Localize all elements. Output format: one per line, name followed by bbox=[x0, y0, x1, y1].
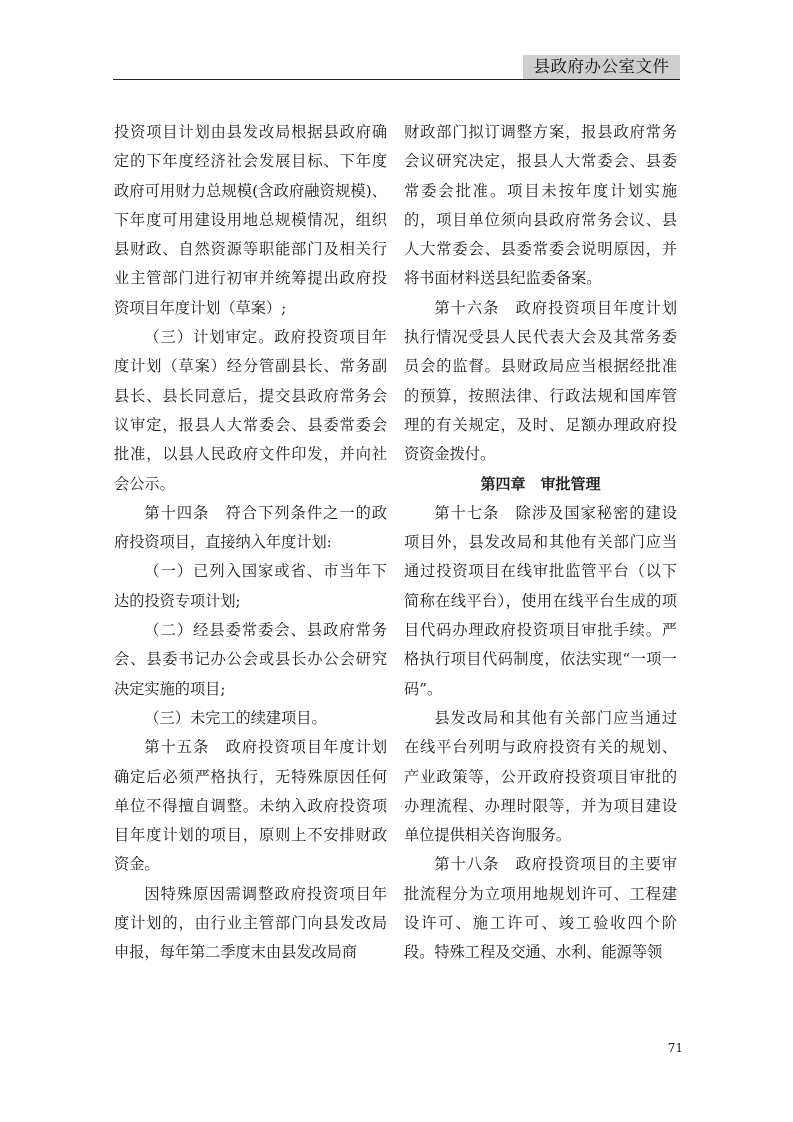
chapter-heading: 第四章 审批管理 bbox=[480, 474, 601, 493]
paragraph: 第十四条 符合下列条件之一的政府投资项目，直接纳入年度计划: bbox=[114, 503, 387, 552]
paragraph: 因特殊原因需调整政府投资项目年度计划的，由行业主管部门向县发改局申报，每年第二季度末由县发改局商 bbox=[114, 884, 387, 962]
left-column bbox=[114, 118, 387, 968]
paragraph: 县发改局和其他有关部门应当通过在线平台列明与政府投资有关的规划、产业政策等，公开政府投资项目审批的办理流程、办理时限等，并为项目建设单位提供相关咨询服务。 bbox=[404, 708, 677, 845]
header-rule bbox=[113, 79, 680, 80]
right-column bbox=[404, 118, 677, 968]
paragraph: 投资项目计划由县发改局根据县政府确定的下年度经济社会发展目标、下年度政府可用财力总规模(含政府融资规模)、下年度可用建设用地总规模情况，组织县财政、自然资源等职能部门及相关行业主管部门进行初审并统筹提出政府投资项目年度计划（草案）; bbox=[114, 123, 387, 317]
paragraph: 第十七条 除涉及国家秘密的建设项目外，县发改局和其他有关部门应当通过投资项目在线审批监管平台（以下简称在线平台），使用在线平台生成的项目代码办理政府投资项目审批手续。严格执行项目代码制度，依法实现“一项一码”。 bbox=[404, 503, 677, 698]
paragraph: 财政部门拟订调整方案，报县政府常务会议研究决定，报县人大常委会、县委常委会批准。项目未按年度计划实施的，项目单位须向县政府常务会议、县人大常委会、县委常委会说明原因，并将书面材料送县纪监委备案。 bbox=[404, 123, 677, 288]
paragraph: 第十六条 政府投资项目年度计划执行情况受县人民代表大会及其常务委员会的监督。县财政局应当根据经批准的预算，按照法律、行政法规和国库管理的有关规定，及时、足额办理政府投资资金拨付。 bbox=[404, 298, 677, 464]
page-number: 71 bbox=[667, 1041, 683, 1055]
paragraph: 第十五条 政府投资项目年度计划确定后必须严格执行，无特殊原因任何单位不得擅自调整。未纳入政府投资项目年度计划的项目，原则上不安排财政资金。 bbox=[114, 738, 387, 874]
paragraph: （三）计划审定。政府投资项目年度计划（草案）经分管副县长、常务副县长、县长同意后，提交县政府常务会议审定，报县人大常委会、县委常委会批准，以县人民政府文件印发，并向社会公示。 bbox=[114, 328, 387, 493]
running-header: 县政府办公室文件 bbox=[523, 55, 680, 79]
paragraph: （二）经县委常委会、县政府常务会、县委书记办公会或县长办公会研究决定实施的项目; bbox=[114, 621, 387, 698]
paragraph: （三）未完工的续建项目。 bbox=[144, 708, 327, 727]
paragraph: 第十八条 政府投资项目的主要审批流程分为立项用地规划许可、工程建设许可、施工许可、竣工验收四个阶段。特殊工程及交通、水利、能源等领 bbox=[404, 855, 677, 962]
paragraph: （一）已列入国家或省、市当年下达的投资专项计划; bbox=[114, 562, 387, 610]
